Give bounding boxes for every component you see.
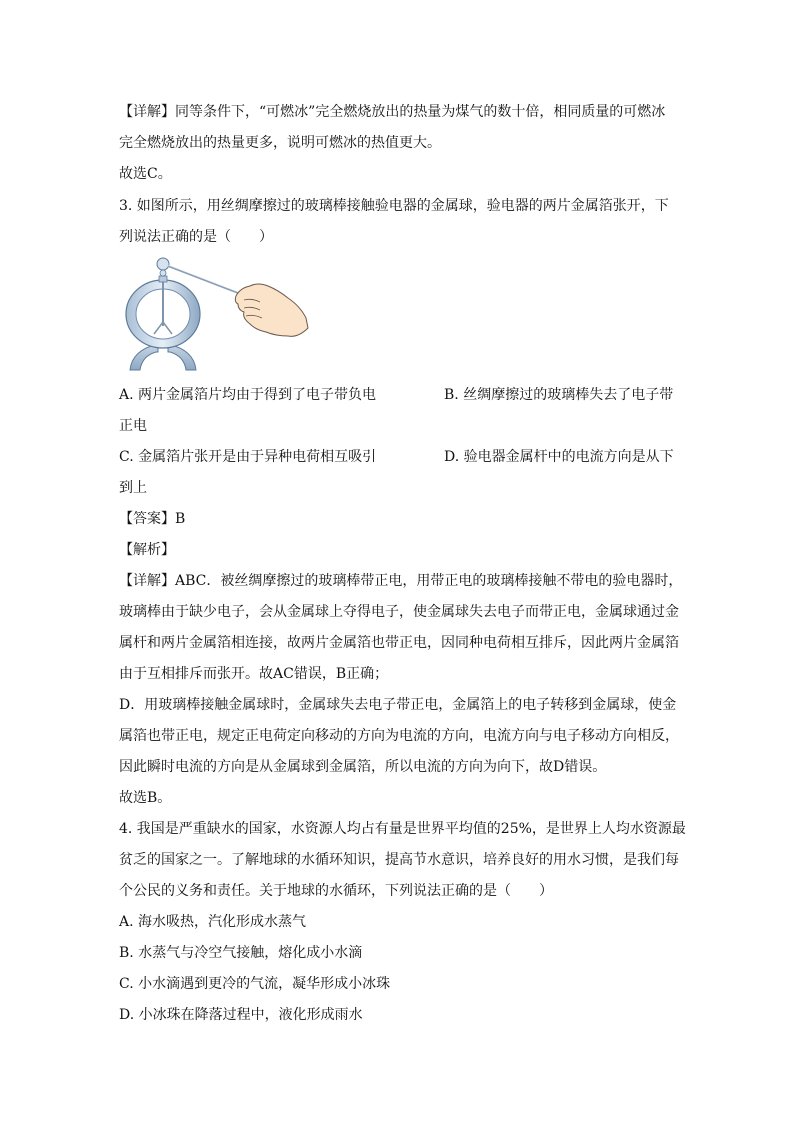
q4-stem-line2: 贫乏的国家之一。了解地球的水循环知识，提高节水意识，培养良好的用水习惯，是我们每 bbox=[119, 852, 679, 868]
hand bbox=[235, 284, 308, 336]
q4-option-a: A. 海水吸热，汽化形成水蒸气 bbox=[119, 914, 307, 930]
electroscope-figure bbox=[118, 252, 310, 380]
q3-option-d-line2: 到上 bbox=[119, 480, 147, 496]
q3-option-c: C. 金属箔片张开是由于异种电荷相互吸引 bbox=[119, 449, 377, 465]
q4-stem-line1: 4. 我国是严重缺水的国家，水资源人均占有量是世界平均值的25%，是世界上人均水资源最 bbox=[119, 821, 686, 837]
q3-detail-line6: 属箔也带正电，规定正电荷定向移动的方向为电流的方向，电流方向与电子移动方向相反， bbox=[119, 728, 679, 744]
q3-detail-line4: 由于互相排斥而张开。故AC错误，B正确； bbox=[119, 666, 389, 682]
metal-ball bbox=[157, 258, 169, 270]
q3-option-b-line1: B. 丝绸摩擦过的玻璃棒失去了电子带 bbox=[444, 387, 674, 403]
q3-option-b-line2: 正电 bbox=[119, 418, 147, 434]
q3-answer: 【答案】B bbox=[119, 511, 186, 527]
q4-stem-line3: 个公民的义务和责任。关于地球的水循环，下列说法正确的是（ ） bbox=[119, 883, 553, 899]
q3-conclusion: 故选B。 bbox=[119, 790, 172, 806]
electroscope-base bbox=[130, 344, 158, 370]
q3-option-d-line1: D. 验电器金属杆中的电流方向是从下 bbox=[444, 449, 674, 465]
q3-detail-line3: 属杆和两片金属箔相连接，故两片金属箔也带正电，因同种电荷相互排斥，因此两片金属箔 bbox=[119, 635, 679, 651]
q4-option-c: C. 小水滴遇到更冷的气流，凝华形成小冰珠 bbox=[119, 976, 391, 992]
q4-option-d: D. 小冰珠在降落过程中，液化形成雨水 bbox=[119, 1007, 363, 1023]
q3-analysis-heading: 【解析】 bbox=[119, 542, 175, 558]
q3-detail-line5: D．用玻璃棒接触金属球时，金属球失去电子带正电，金属箔上的电子转移到金属球，使金 bbox=[119, 697, 677, 713]
q2-detail-line1: 【详解】同等条件下，“可燃冰”完全燃烧放出的热量为煤气的数十倍，相同质量的可燃冰 bbox=[119, 104, 666, 120]
q3-detail-line2: 玻璃棒由于缺少电子，会从金属球上夺得电子，使金属球失去电子而带正电，金属球通过金 bbox=[119, 604, 679, 620]
q3-detail-line7: 因此瞬时电流的方向是从金属球到金属箔，所以电流的方向为向下，故D错误。 bbox=[119, 759, 607, 775]
q3-stem-line1: 3. 如图所示，用丝绸摩擦过的玻璃棒接触验电器的金属球，验电器的两片金属箔张开，下 bbox=[119, 198, 669, 214]
q2-detail-line2: 完全燃烧放出的热量更多，说明可燃冰的热值更大。 bbox=[119, 135, 441, 151]
q4-option-b: B. 水蒸气与冷空气接触，熔化成小水滴 bbox=[119, 945, 363, 961]
q3-detail-line1: 【详解】ABC．被丝绸摩擦过的玻璃棒带正电，用带正电的玻璃棒接触不带电的验电器时， bbox=[119, 573, 683, 589]
q3-option-a: A. 两片金属箔片均由于得到了电子带负电 bbox=[119, 387, 377, 403]
q2-conclusion: 故选C。 bbox=[119, 166, 172, 182]
q3-stem-line2: 列说法正确的是（ ） bbox=[119, 229, 273, 245]
